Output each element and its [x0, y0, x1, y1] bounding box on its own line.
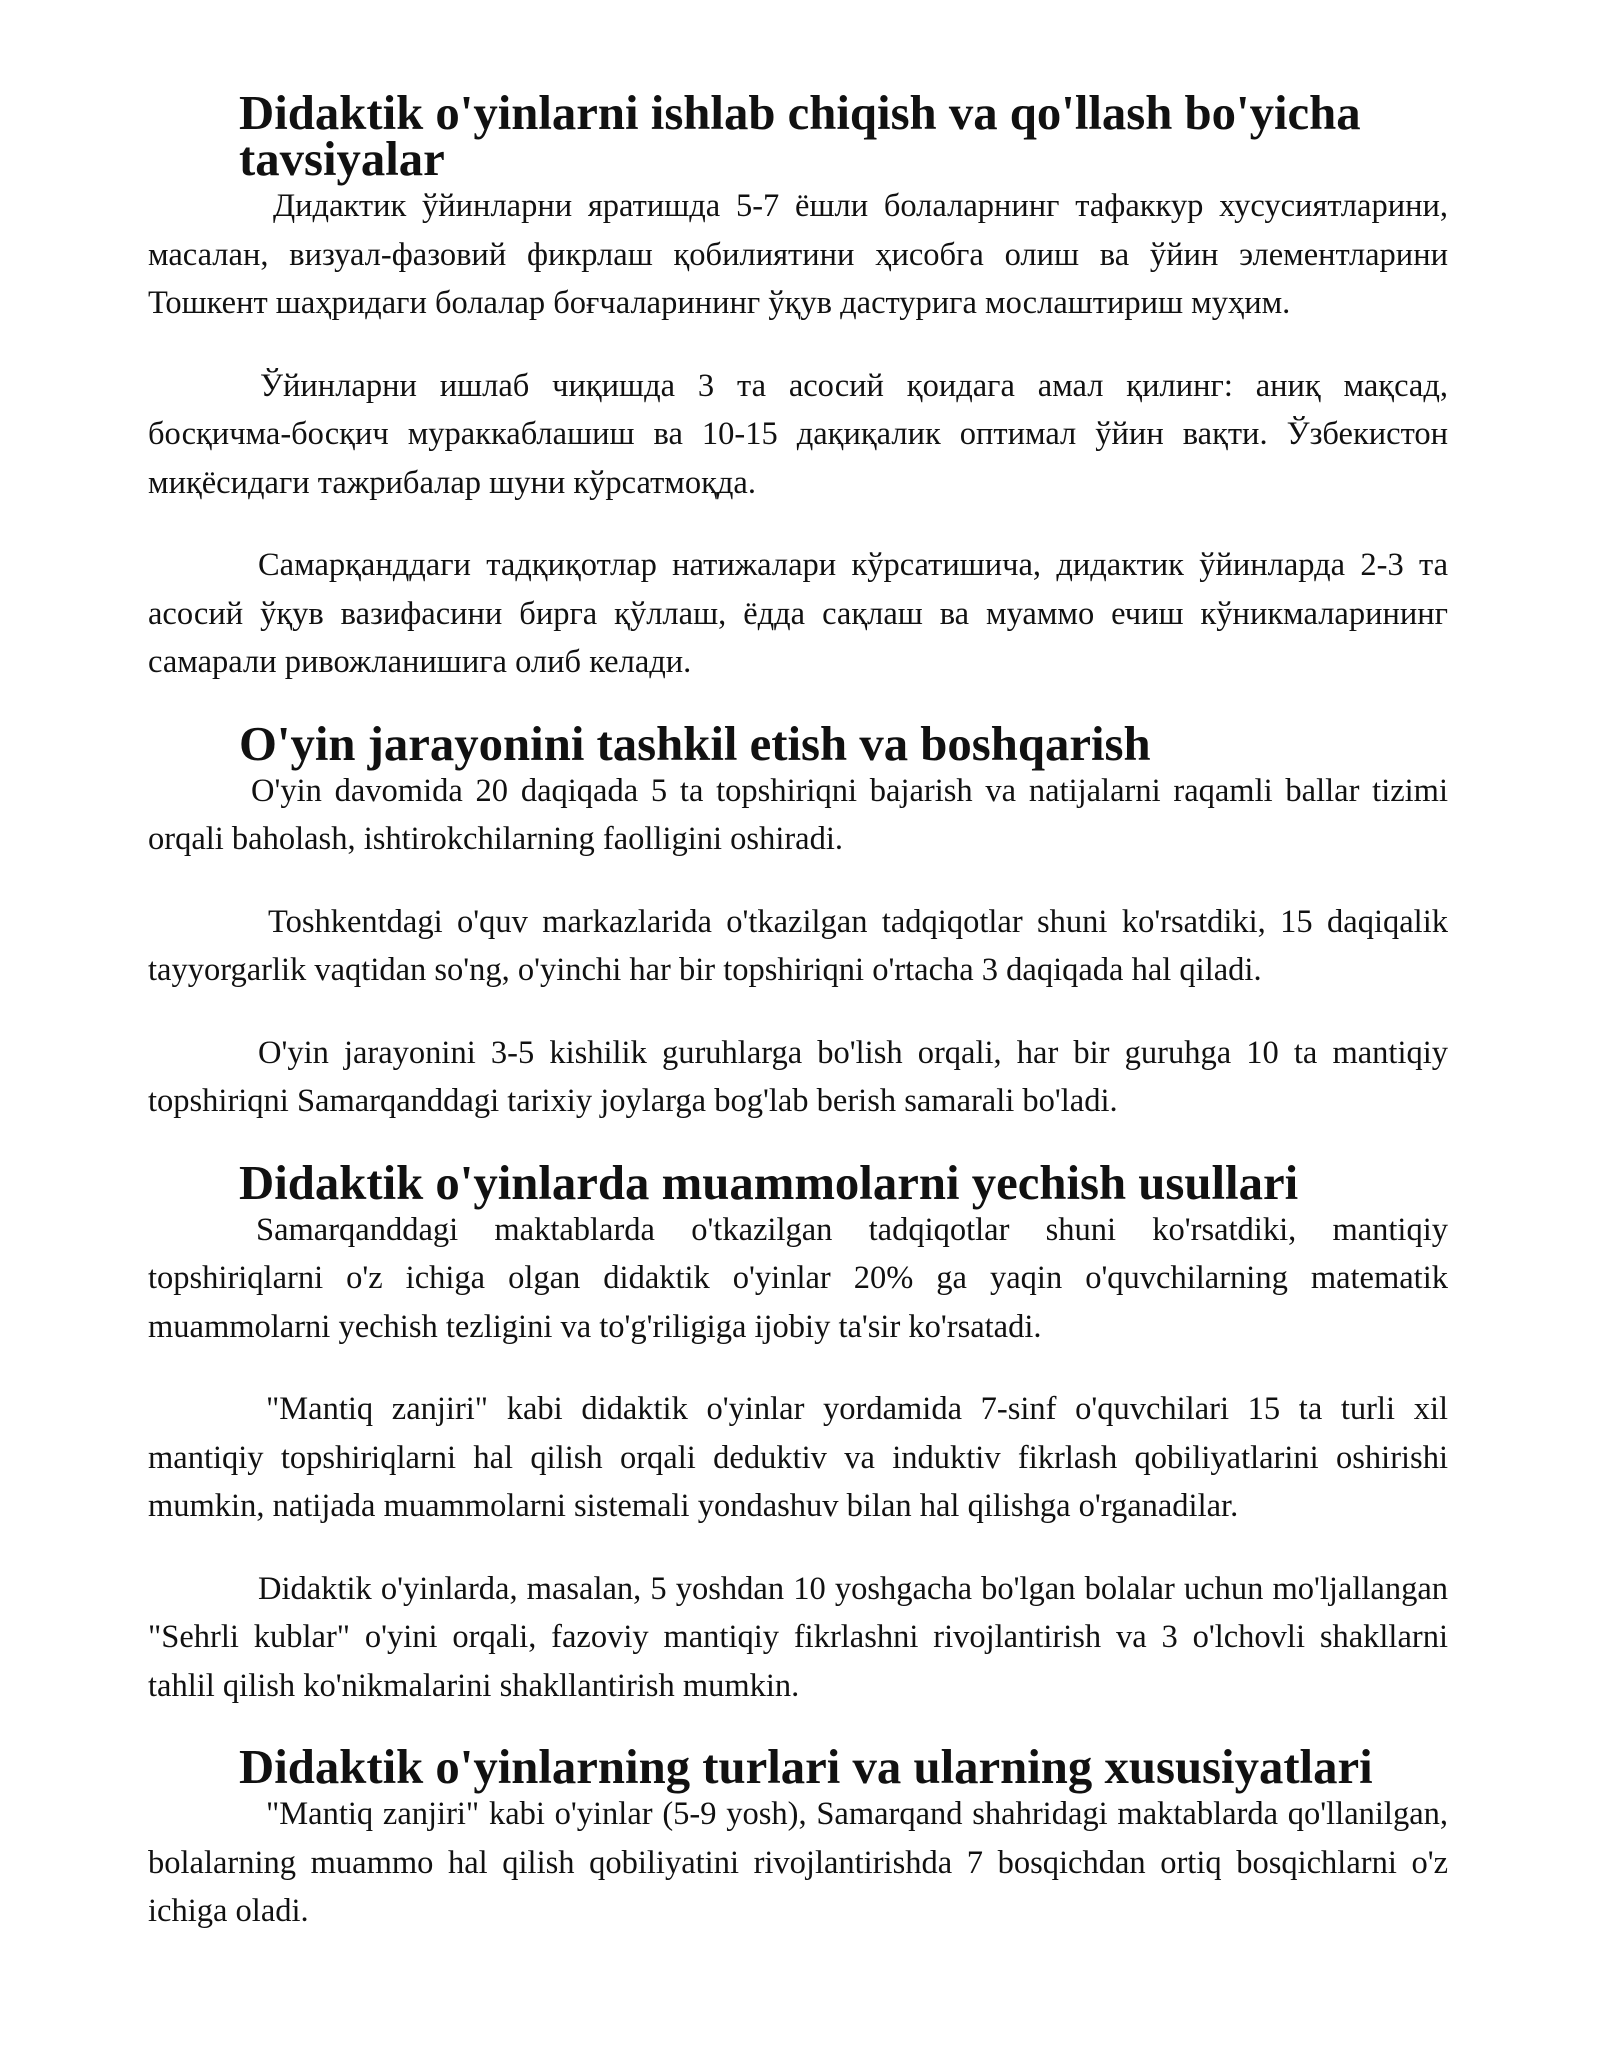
- paragraph: Didaktik o'yinlarda, masalan, 5 yoshdan 10 yoshgacha bo'lgan bolalar uchun mo'ljallangan "Sehrli kublar" o'yini orqali, fazoviy mantiqiy fikrlashni rivojlantirish va 3 o'lchovli shakllarni tahlil qilish ko'nikmalarini shakllantirish mumkin.: [148, 1570, 1448, 1704]
- section-heading: Didaktik o'yinlarning turlari va ularning xususiyatlari: [239, 1740, 1373, 1794]
- section-game-types: [148, 1740, 1448, 1936]
- paragraph: "Mantiq zanjiri" kabi o'yinlar (5-9 yosh), Samarqand shahridagi maktablarda qo'llanilgan, bolalarning muammo hal qilish qobiliyatini rivojlantirishda 7 bosqichdan ortiq bosqichlarni o'z ichiga oladi.: [148, 1796, 1448, 1929]
- paragraph: O'yin jarayonini 3-5 kishilik guruhlarga bo'lish orqali, har bir guruhga 10 ta mantiqiy topshiriqni Samarqanddagi tarixiy joylarga bog'lab berish samarali bo'ladi.: [148, 1034, 1448, 1119]
- section-heading: Didaktik o'yinlarni ishlab chiqish va qo'llash bo'yicha tavsiyalar: [239, 86, 1361, 186]
- paragraph: Дидактик ўйинларни яратишда 5-7 ёшли болаларнинг тафаккур хусусиятларини, масалан, визуал-фазовий фикрлаш қобилиятини ҳисобга олиш ва ўйин элементларини Тошкент шаҳридаги болалар боғчаларининг ўқув дастурига мослаштириш муҳим.: [148, 188, 1448, 321]
- paragraph: Toshkentdagi o'quv markazlarida o'tkazilgan tadqiqotlar shuni ko'rsatdiki, 15 daqiqalik tayyorgarlik vaqtidan so'ng, o'yinchi har bir topshiriqni o'rtacha 3 daqiqada hal qiladi.: [148, 903, 1448, 988]
- paragraph: Самарқанддаги тадқиқотлар натижалари кўрсатишича, дидактик ўйинларда 2-3 та асосий ўқув вазифасини бирга қўллаш, ёдда сақлаш ва муаммо ечиш кўникмаларининг самарали ривожланишига олиб келади.: [148, 547, 1448, 680]
- section-heading: Didaktik o'yinlarda muammolarni yechish usullari: [239, 1155, 1299, 1210]
- paragraph: "Mantiq zanjiri" kabi didaktik o'yinlar yordamida 7-sinf o'quvchilari 15 ta turli xil mantiqiy topshiriqlarni hal qilish orqali deduktiv va induktiv fikrlash qobiliyatlarini oshirishi mumkin, natijada muammolarni sistemali yondashuv bilan hal qilishga o'rganadilar.: [148, 1391, 1448, 1524]
- paragraph: Ўйинларни ишлаб чиқишда 3 та асосий қоидага амал қилинг: аниқ мақсад, босқичма-босқич мураккаблашиш ва 10-15 дақиқалик оптимал ўйин вақти. Ўзбекистон миқёсидаги тажрибалар шуни кўрсатмоқда.: [148, 367, 1448, 501]
- paragraph: Samarqanddagi maktablarda o'tkazilgan tadqiqotlar shuni ko'rsatdiki, mantiqiy topshiriqlarni o'z ichiga olgan didaktik o'yinlar 20% ga yaqin o'quvchilarning matematik muammolarni yechish tezligini va to'g'riligiga ijobiy ta'sir ko'rsatadi.: [148, 1211, 1448, 1345]
- section-game-organization: [148, 716, 1448, 1126]
- document-page: [148, 86, 1448, 1970]
- paragraph: O'yin davomida 20 daqiqada 5 ta topshiriqni bajarish va natijalarni raqamli ballar tizimi orqali baholash, ishtirokchilarning faolligini oshiradi.: [148, 772, 1448, 857]
- section-recommendations: [148, 86, 1448, 687]
- section-heading: O'yin jarayonini tashkil etish va boshqarish: [239, 716, 1151, 771]
- section-problem-solving: [148, 1155, 1448, 1711]
